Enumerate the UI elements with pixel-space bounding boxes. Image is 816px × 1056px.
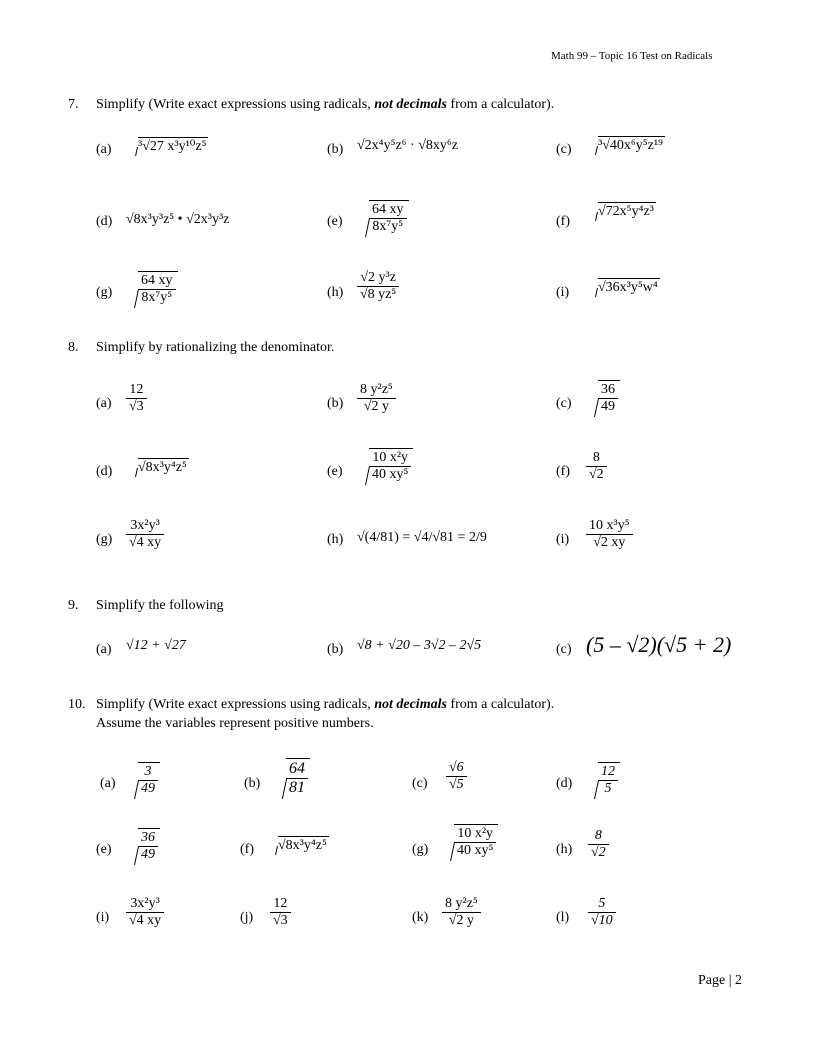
q8d-label: (d) xyxy=(96,464,113,479)
q8b-expression: $\frac{\text{8 y²z⁵}}{√2 y}$ xyxy=(357,382,396,415)
q10h-label: (h) xyxy=(556,842,573,857)
q8g-expression: $\frac{\text{3x²y³}}{√4 xy}$ xyxy=(126,518,164,551)
q10k-expression: $\frac{\text{8 y²z⁵}}{√2 y}$ xyxy=(442,896,481,929)
q10g-label: (g) xyxy=(412,842,429,857)
q7g-expression: $\frac{64 xy}{\text{8x⁷y⁵}}$ xyxy=(126,271,178,306)
q8i-expression: $\frac{\text{10 x³y⁵}}{√2 xy}$ xyxy=(586,518,633,551)
q8-number: 8. xyxy=(68,340,79,355)
q8h-label: (h) xyxy=(327,532,344,547)
q9a-label: (a) xyxy=(96,642,112,657)
page-number: Page | 2 xyxy=(698,973,743,988)
q8c-label: (c) xyxy=(556,396,572,411)
q9c-label: (c) xyxy=(556,642,572,657)
q7f-label: (f) xyxy=(556,214,570,229)
q10b-expression: $\frac{64}{81}$ xyxy=(274,758,310,797)
page-header: Math 99 – Topic 16 Test on Radicals xyxy=(551,50,713,62)
q10i-expression: $\frac{\text{3x²y³}}{√4 xy}$ xyxy=(126,896,164,929)
q7e-label: (e) xyxy=(327,214,343,229)
q7a-label: (a) xyxy=(96,142,112,157)
q10-instruction-line2: Assume the variables represent positive numbers. xyxy=(96,716,374,731)
q10c-expression: $\frac{√6}{√5}$ xyxy=(446,760,467,793)
q8f-expression: $\frac{8}{√2}$ xyxy=(586,450,607,483)
q8e-label: (e) xyxy=(327,464,343,479)
q8-instruction: Simplify by rationalizing the denominator. xyxy=(96,340,335,355)
q7c-label: (c) xyxy=(556,142,572,157)
q8e-expression: $\frac{\text{10 x²y}}{\text{40 xy⁵}}$ xyxy=(357,448,413,483)
q7d-expression: √8x³y³z⁵ • √2x³y³z xyxy=(126,212,230,227)
q10j-expression: $\frac{12}{√3}$ xyxy=(270,896,291,929)
q8h-expression: √(4/81) = √4/√81 = 2/9 xyxy=(357,530,487,545)
q10h-expression: $\frac{8}{√2}$ xyxy=(588,828,609,861)
q7e-expression: $\frac{64 xy}{\text{8x⁷y⁵}}$ xyxy=(357,200,409,235)
q8c-expression: $\frac{36}{49}$ xyxy=(586,380,620,415)
q10d-expression: $\frac{12}{5}$ xyxy=(586,762,620,797)
q9a-expression: √12 + √27 xyxy=(126,638,186,653)
q10-number: 10. xyxy=(68,697,86,712)
q8i-label: (i) xyxy=(556,532,570,547)
q10a-expression: $\frac{3}{49}$ xyxy=(126,762,160,797)
q7h-expression: $\frac{\text{√2 y³z}}{\text{√8 yz⁵}}$ xyxy=(357,270,399,303)
q8a-expression: $\frac{12}{√3}$ xyxy=(126,382,147,415)
q10i-label: (i) xyxy=(96,910,110,925)
q10f-label: (f) xyxy=(240,842,254,857)
q9b-expression: √8 + √20 – 3√2 – 2√5 xyxy=(357,638,482,653)
q10a-label: (a) xyxy=(100,776,116,791)
q10l-label: (l) xyxy=(556,910,570,925)
q9-instruction: Simplify the following xyxy=(96,598,224,613)
q10d-label: (d) xyxy=(556,776,573,791)
q9-number: 9. xyxy=(68,598,79,613)
q10c-label: (c) xyxy=(412,776,428,791)
q10b-label: (b) xyxy=(244,776,261,791)
q7-number: 7. xyxy=(68,97,79,112)
q7h-label: (h) xyxy=(327,285,344,300)
q10f-expression: √8x³y⁴z⁵ xyxy=(266,838,329,854)
q8b-label: (b) xyxy=(327,396,344,411)
q10e-label: (e) xyxy=(96,842,112,857)
q7g-label: (g) xyxy=(96,285,113,300)
q8g-label: (g) xyxy=(96,532,113,547)
q7d-label: (d) xyxy=(96,214,113,229)
q10g-expression: $\frac{\text{10 x²y}}{\text{40 xy⁵}}$ xyxy=(442,824,498,859)
q7b-label: (b) xyxy=(327,142,344,157)
q8f-label: (f) xyxy=(556,464,570,479)
q10e-expression: $\frac{36}{49}$ xyxy=(126,828,160,863)
q7i-label: (i) xyxy=(556,285,570,300)
q7b-expression: √2x⁴y⁵z⁶ · √8xy⁶z xyxy=(357,138,458,153)
q9b-label: (b) xyxy=(327,642,344,657)
q8a-label: (a) xyxy=(96,396,112,411)
q7-instruction: Simplify (Write exact expressions using radicals, not decimals from a calculator). xyxy=(96,97,555,112)
q9c-expression: (5 – √2)(√5 + 2) xyxy=(586,632,732,657)
q7f-expression: √72x⁵y⁴z³ xyxy=(586,204,656,220)
q8d-expression: √8x³y⁴z⁵ xyxy=(126,460,189,476)
q10-instruction: Simplify (Write exact expressions using radicals, not decimals from a calculator). xyxy=(96,697,555,712)
q7a-expression: ³√27 x³y¹⁰z⁵ xyxy=(126,138,208,155)
q10l-expression: $\frac{5}{√10}$ xyxy=(588,896,616,929)
q10k-label: (k) xyxy=(412,910,429,925)
q10j-label: (j) xyxy=(240,910,254,925)
q7i-expression: √36x³y⁵w⁴ xyxy=(586,280,660,296)
q7c-expression: ³√40x⁶y⁵z¹⁹ xyxy=(586,138,665,154)
